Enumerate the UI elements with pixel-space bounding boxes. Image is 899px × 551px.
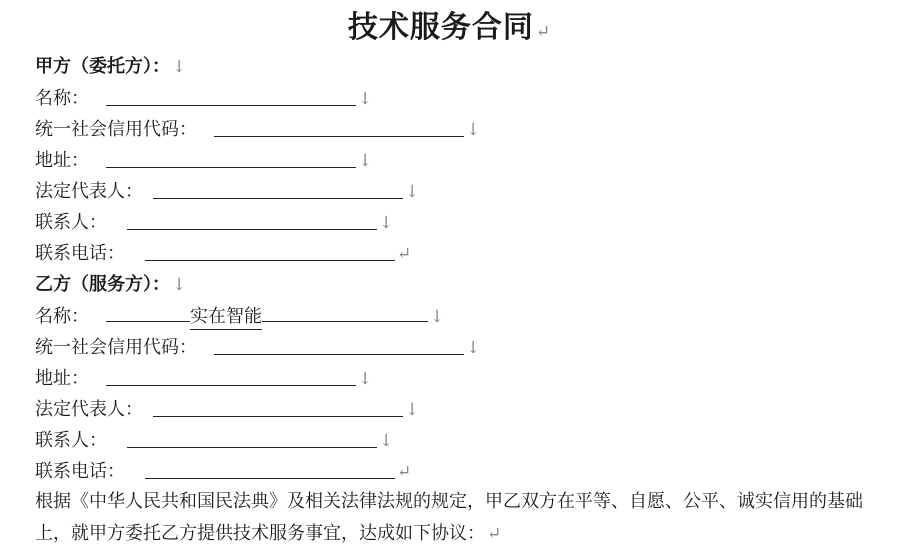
party-a-legal-rep-row xyxy=(35,180,419,204)
line-break-icon: ↓ xyxy=(172,57,187,77)
party-b-address-row xyxy=(35,367,372,391)
line-break-icon: ↓ xyxy=(358,369,373,389)
paragraph-mark-icon: ↵ xyxy=(397,244,412,264)
party-a-phone-row xyxy=(35,242,411,266)
party-b-legal-rep-field[interactable] xyxy=(153,398,403,417)
party-b-phone-field[interactable] xyxy=(145,460,395,479)
party-a-heading: 甲方（委托方）： ↓ xyxy=(35,56,187,77)
party-a-legal-rep-field[interactable] xyxy=(153,180,403,199)
party-a-contact-row xyxy=(35,211,393,235)
party-a-phone-label: 联系电话： xyxy=(35,243,125,264)
party-a-address-field[interactable] xyxy=(106,149,356,168)
party-a-credit-code-label: 统一社会信用代码： xyxy=(35,119,197,140)
party-a-credit-code-row xyxy=(35,118,480,142)
paragraph-mark-icon: ↵ xyxy=(487,524,502,544)
party-b-name-value[interactable]: 实在智能 xyxy=(190,305,262,330)
line-break-icon: ↓ xyxy=(466,120,481,140)
party-a-phone-field[interactable] xyxy=(145,242,395,261)
paragraph-mark-icon: ↵ xyxy=(535,22,552,42)
party-a-legal-rep-label: 法定代表人： xyxy=(35,181,143,202)
party-b-address-label: 地址： xyxy=(35,368,89,389)
party-b-contact-label: 联系人： xyxy=(35,430,107,451)
party-a-address-label: 地址： xyxy=(35,150,89,171)
party-a-name-row xyxy=(35,87,372,111)
party-b-name-row xyxy=(35,305,444,330)
party-b-credit-code-field[interactable] xyxy=(214,336,464,355)
party-a-contact-field[interactable] xyxy=(127,211,377,230)
line-break-icon: ↓ xyxy=(172,275,187,295)
line-break-icon: ↓ xyxy=(466,338,481,358)
party-b-legal-rep-label: 法定代表人： xyxy=(35,399,143,420)
line-break-icon: ↓ xyxy=(379,431,394,451)
party-b-legal-rep-row xyxy=(35,398,419,422)
party-b-credit-code-row xyxy=(35,336,480,360)
line-break-icon: ↓ xyxy=(405,182,420,202)
contract-preamble: 根据《中华人民共和国民法典》及相关法律法规的规定，甲乙双方在平等、自愿、公平、诚实信用的基础上，就甲方委托乙方提供技术服务事宜，达成如下协议： ↵ xyxy=(35,491,863,544)
party-b-address-field[interactable] xyxy=(106,367,356,386)
line-break-icon: ↓ xyxy=(358,89,373,109)
party-a-credit-code-field[interactable] xyxy=(214,118,464,137)
line-break-icon: ↓ xyxy=(430,307,445,327)
party-b-name-field-lead[interactable] xyxy=(106,321,190,322)
party-b-heading: 乙方（服务方）： ↓ xyxy=(35,274,187,295)
party-a-name-field[interactable] xyxy=(106,87,356,106)
party-b-name-label: 名称： xyxy=(35,306,89,327)
line-break-icon: ↓ xyxy=(358,151,373,171)
line-break-icon: ↓ xyxy=(379,213,394,233)
party-b-contact-row xyxy=(35,429,393,453)
line-break-icon: ↓ xyxy=(405,400,420,420)
party-b-contact-field[interactable] xyxy=(127,429,377,448)
party-a-name-label: 名称： xyxy=(35,88,89,109)
party-b-phone-label: 联系电话： xyxy=(35,461,125,482)
party-b-name-field-trail[interactable] xyxy=(262,321,428,322)
party-a-address-row xyxy=(35,149,372,173)
party-b-phone-row xyxy=(35,460,411,484)
party-a-contact-label: 联系人： xyxy=(35,212,107,233)
paragraph-mark-icon: ↵ xyxy=(397,462,412,482)
party-b-credit-code-label: 统一社会信用代码： xyxy=(35,337,197,358)
contract-title: 技术服务合同 ↵ xyxy=(347,10,552,45)
